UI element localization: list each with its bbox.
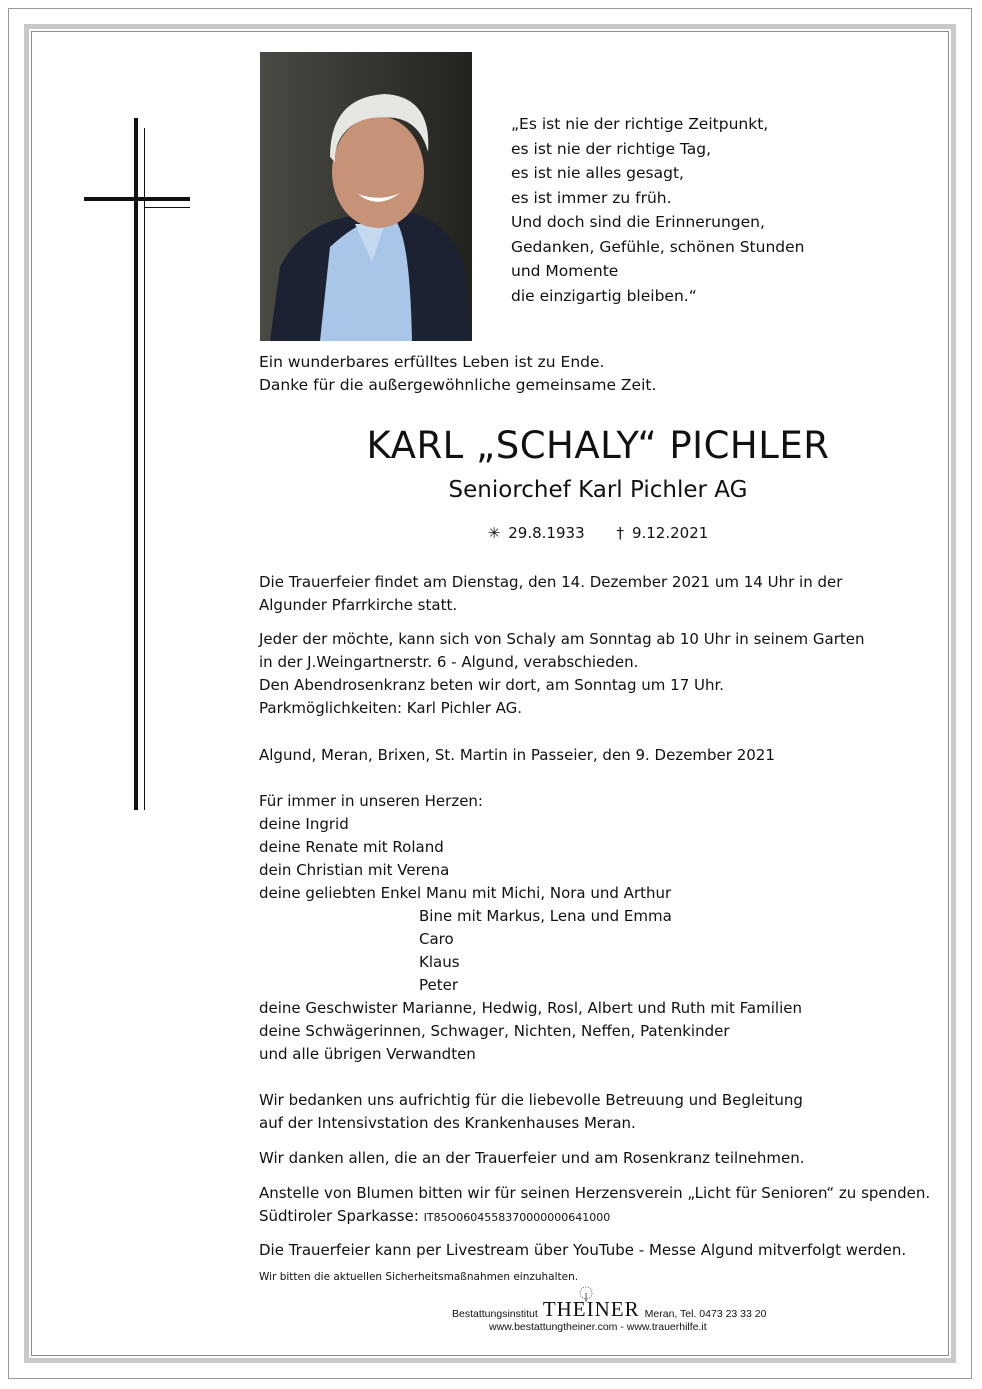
family-list: Für immer in unseren Herzen: deine Ingrid deine Renate mit Roland dein Christian mit Verena deine geliebten Enkel Manu mit Michi, Nora und Arthur Bine mit Markus, Lena und Emma Caro Klaus Peter deine Geschwister Marianne, Hedwig, Rosl, Albert und Ruth mit Familien deine Schwägerinnen, Schwager, Nichten, Neffen, Patenkinder und alle übrigen Verwandten [259, 790, 802, 1066]
funeral-info: Die Trauerfeier findet am Dienstag, den 14. Dezember 2021 um 14 Uhr in der Algunder Pfarrkirche statt. [259, 573, 843, 614]
thanks-text: Wir bedanken uns aufrichtig für die liebevolle Betreuung und Begleitung auf der Intensivstation des Krankenhauses Meran. [259, 1091, 803, 1132]
tree-icon [573, 1286, 599, 1302]
life-statement: Ein wunderbares erfülltes Leben ist zu Ende. Danke für die außergewöhnliche gemeinsame Zeit. [259, 353, 657, 394]
portrait-photo [260, 52, 472, 341]
farewell-info: Jeder der möchte, kann sich von Schaly am Sonntag ab 10 Uhr in seinem Garten in der J.Weingartnerstr. 6 - Algund, verabschieden. Den Abendrosenkranz beten wir dort, am Sonntag um 17 Uhr. Parkmöglichkeiten: Karl Pichler AG. [259, 630, 865, 717]
birth-icon: ✳ [487, 524, 501, 542]
quote-text: „Es ist nie der richtige Zeitpunkt, es ist nie der richtige Tag, es ist nie alles gesagt, es ist immer zu früh. Und doch sind die Erinnerungen, Gedanken, Gefühle, schönen Stunden und Momente die einzigartig bleiben.“ [511, 115, 805, 305]
donation-info: Anstelle von Blumen bitten wir für seinen Herzensverein „Licht für Senioren“ zu spenden. Südtiroler Sparkasse: IT85O0604558370000000641000 [259, 1184, 931, 1225]
death-icon: † [616, 524, 624, 542]
deceased-name: KARL „SCHALY“ PICHLER [366, 424, 830, 467]
list-item: dein Christian mit Verena [259, 861, 450, 879]
life-dates [300, 524, 896, 542]
theiner-logo: THEINER [543, 1298, 640, 1320]
funeral-home-footer [452, 1298, 782, 1333]
footer-contact: Meran, Tel. 0473 23 33 20 [644, 1308, 767, 1320]
thanks-attendees: Wir danken allen, die an der Trauerfeier und am Rosenkranz teilnehmen. [259, 1149, 805, 1167]
list-item: deine Renate mit Roland [259, 838, 444, 856]
safety-note: Wir bitten die aktuellen Sicherheitsmaßnahmen einzuhalten. [259, 1271, 579, 1283]
birth-date: 29.8.1933 [508, 524, 585, 542]
deceased-title: Seniorchef Karl Pichler AG [448, 477, 748, 503]
place-date: Algund, Meran, Brixen, St. Martin in Passeier, den 9. Dezember 2021 [259, 746, 775, 764]
bank-label: Südtiroler Sparkasse: [259, 1207, 419, 1225]
footer-prefix: Bestattungsinstitut [452, 1308, 538, 1320]
list-item: deine geliebten Enkel Manu mit Michi, Nora und Arthur [259, 884, 672, 902]
list-item: deine Geschwister Marianne, Hedwig, Rosl, Albert und Ruth mit Familien [259, 999, 802, 1017]
list-item: Caro [419, 930, 454, 948]
list-item: deine Schwägerinnen, Schwager, Nichten, Neffen, Patenkinder [259, 1022, 730, 1040]
list-item: Peter [419, 976, 459, 994]
death-date: 9.12.2021 [631, 524, 709, 542]
list-item: und alle übrigen Verwandten [259, 1045, 476, 1063]
iban: IT85O0604558370000000641000 [423, 1211, 611, 1224]
livestream-info: Die Trauerfeier kann per Livestream über YouTube - Messe Algund mitverfolgt werden. [259, 1241, 907, 1259]
list-item: Bine mit Markus, Lena und Emma [419, 907, 672, 925]
footer-websites: www.bestattungtheiner.com - www.trauerhilfe.it [489, 1321, 707, 1333]
list-item: Klaus [419, 953, 460, 971]
list-item: deine Ingrid [259, 815, 349, 833]
